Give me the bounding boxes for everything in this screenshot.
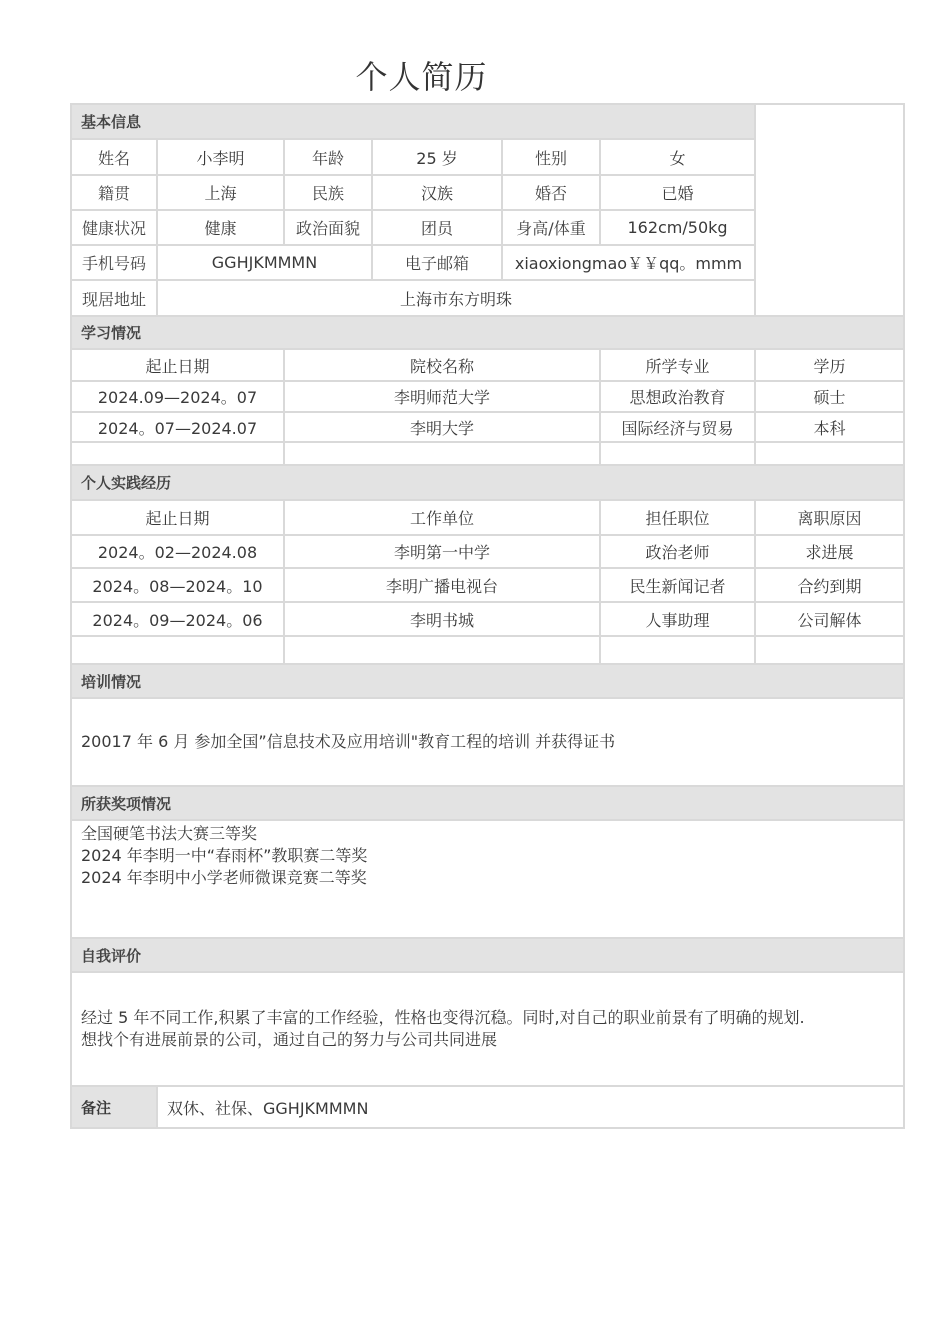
phone-value: GGHJKMMMN <box>157 245 372 280</box>
exp-header-reason: 离职原因 <box>755 500 904 535</box>
address-label: 现居地址 <box>71 280 157 316</box>
section-basic-info: 基本信息 <box>71 104 755 139</box>
table-row <box>71 535 904 568</box>
section-self-evaluation: 自我评价 <box>71 938 904 972</box>
ethnicity-label: 民族 <box>284 175 372 210</box>
self-eval-line: 经过 5 年不同工作,积累了丰富的工作经验，性格也变得沉稳。同时,对自己的职业前景有了明确的规划. <box>81 1008 805 1027</box>
empty-cell <box>71 442 284 465</box>
edu-dates: 2024。07—2024.07 <box>71 412 284 442</box>
empty-cell <box>600 442 755 465</box>
resume-table <box>70 103 905 1129</box>
height-weight-value: 162cm/50kg <box>600 210 755 245</box>
award-item: 全国硬笔书法大赛三等奖 <box>81 824 258 843</box>
exp-employer: 李明广播电视台 <box>284 568 600 602</box>
exp-header-position: 担任职位 <box>600 500 755 535</box>
empty-cell <box>600 636 755 664</box>
notes-text: 双休、社保、GGHJKMMMN <box>157 1086 904 1128</box>
exp-employer: 李明书城 <box>284 602 600 636</box>
political-value: 团员 <box>372 210 502 245</box>
health-label: 健康状况 <box>71 210 157 245</box>
exp-employer: 李明第一中学 <box>284 535 600 568</box>
email-value: xiaoxiongmao￥￥qq。mmm <box>502 245 755 280</box>
edu-degree: 硕士 <box>755 381 904 412</box>
exp-dates: 2024。09—2024。06 <box>71 602 284 636</box>
political-label: 政治面貌 <box>284 210 372 245</box>
edu-school: 李明大学 <box>284 412 600 442</box>
training-text: 20017 年 6 月 参加全国”信息技术及应用培训"教育工程的培训 并获得证书 <box>71 698 904 786</box>
table-row <box>71 381 904 412</box>
self-eval-line: 想找个有进展前景的公司，通过自己的努力与公司共同进展 <box>81 1030 498 1049</box>
phone-label: 手机号码 <box>71 245 157 280</box>
notes-label: 备注 <box>71 1086 157 1128</box>
table-row-empty <box>71 442 904 465</box>
exp-header-dates: 起止日期 <box>71 500 284 535</box>
edu-header-dates: 起止日期 <box>71 349 284 381</box>
marital-value: 已婚 <box>600 175 755 210</box>
awards-list <box>71 820 904 938</box>
ethnicity-value: 汉族 <box>372 175 502 210</box>
edu-header-degree: 学历 <box>755 349 904 381</box>
award-item: 2024 年李明一中“春雨杯”教职赛二等奖 <box>81 846 368 865</box>
section-awards: 所获奖项情况 <box>71 786 904 820</box>
edu-degree: 本科 <box>755 412 904 442</box>
table-row-empty <box>71 636 904 664</box>
edu-dates: 2024.09—2024。07 <box>71 381 284 412</box>
page-title: 个人简历 <box>355 58 488 96</box>
empty-cell <box>755 442 904 465</box>
name-label: 姓名 <box>71 139 157 175</box>
exp-dates: 2024。08—2024。10 <box>71 568 284 602</box>
section-experience: 个人实践经历 <box>71 465 904 500</box>
exp-position: 民生新闻记者 <box>600 568 755 602</box>
photo-placeholder <box>755 104 904 316</box>
award-item: 2024 年李明中小学老师微课竞赛二等奖 <box>81 868 367 887</box>
table-row <box>71 412 904 442</box>
table-row <box>71 568 904 602</box>
edu-major: 思想政治教育 <box>600 381 755 412</box>
exp-reason: 求进展 <box>755 535 904 568</box>
empty-cell <box>284 442 600 465</box>
empty-cell <box>755 636 904 664</box>
section-training: 培训情况 <box>71 664 904 698</box>
gender-value: 女 <box>600 139 755 175</box>
empty-cell <box>71 636 284 664</box>
exp-reason: 公司解体 <box>755 602 904 636</box>
edu-header-school: 院校名称 <box>284 349 600 381</box>
exp-position: 人事助理 <box>600 602 755 636</box>
edu-school: 李明师范大学 <box>284 381 600 412</box>
origin-label: 籍贯 <box>71 175 157 210</box>
name-value: 小李明 <box>157 139 284 175</box>
exp-position: 政治老师 <box>600 535 755 568</box>
empty-cell <box>284 636 600 664</box>
exp-dates: 2024。02—2024.08 <box>71 535 284 568</box>
exp-reason: 合约到期 <box>755 568 904 602</box>
edu-major: 国际经济与贸易 <box>600 412 755 442</box>
origin-value: 上海 <box>157 175 284 210</box>
section-education: 学习情况 <box>71 316 904 349</box>
age-value: 25 岁 <box>372 139 502 175</box>
health-value: 健康 <box>157 210 284 245</box>
self-evaluation-text <box>71 972 904 1086</box>
edu-header-major: 所学专业 <box>600 349 755 381</box>
gender-label: 性别 <box>502 139 600 175</box>
table-row <box>71 602 904 636</box>
email-label: 电子邮箱 <box>372 245 502 280</box>
marital-label: 婚否 <box>502 175 600 210</box>
address-value: 上海市东方明珠 <box>157 280 755 316</box>
height-weight-label: 身高/体重 <box>502 210 600 245</box>
age-label: 年龄 <box>284 139 372 175</box>
exp-header-employer: 工作单位 <box>284 500 600 535</box>
